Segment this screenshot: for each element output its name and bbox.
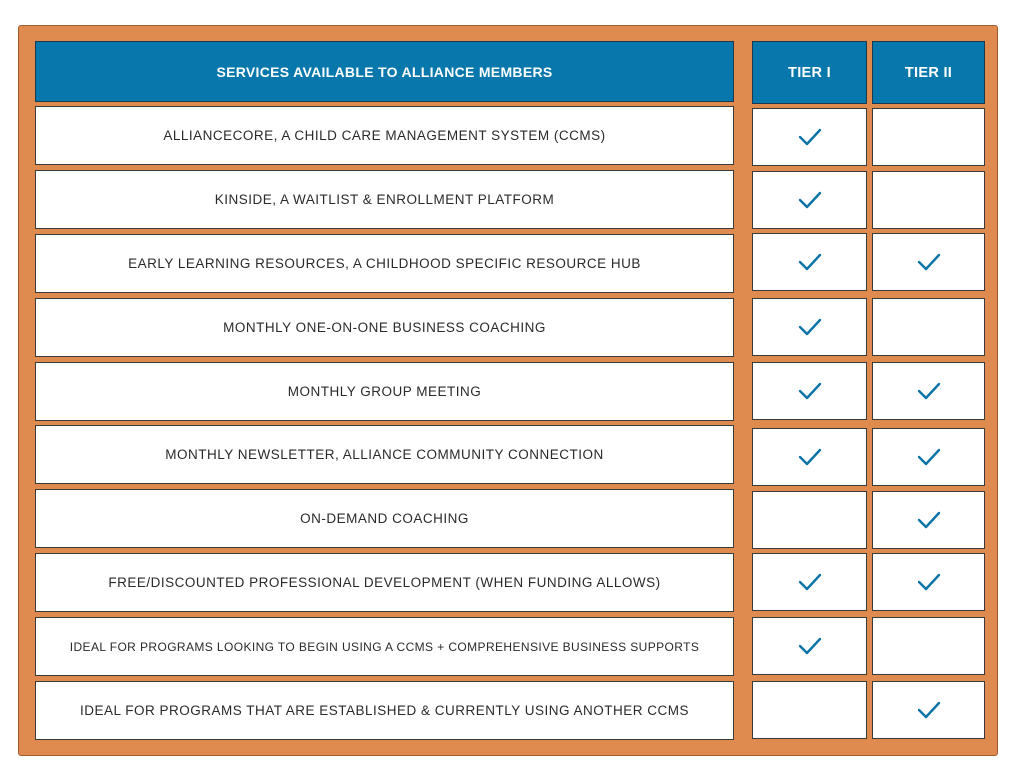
checkmark-icon	[798, 381, 822, 401]
service-cell: MONTHLY ONE-ON-ONE BUSINESS COACHING	[35, 298, 734, 357]
checkmark-icon	[798, 317, 822, 337]
service-cell: ALLIANCECORE, A CHILD CARE MANAGEMENT SYSTEM (CCMS)	[35, 106, 734, 165]
tier-1-cell	[752, 171, 867, 229]
tier-1-cell	[752, 362, 867, 420]
service-cell: FREE/DISCOUNTED PROFESSIONAL DEVELOPMENT (WHEN FUNDING ALLOWS)	[35, 553, 734, 612]
tier-1-cell	[752, 681, 867, 739]
checkmark-icon	[917, 700, 941, 720]
tier-2-cell	[872, 171, 985, 229]
checkmark-icon	[917, 381, 941, 401]
tier-2-cell	[872, 617, 985, 675]
tier-2-cell	[872, 108, 985, 166]
tier-1-cell	[752, 108, 867, 166]
tier-1-cell	[752, 298, 867, 356]
tier-2-cell	[872, 298, 985, 356]
tier-2-cell	[872, 233, 985, 291]
service-cell: EARLY LEARNING RESOURCES, A CHILDHOOD SPECIFIC RESOURCE HUB	[35, 234, 734, 293]
service-cell: KINSIDE, A WAITLIST & ENROLLMENT PLATFORM	[35, 170, 734, 229]
tier-2-cell	[872, 362, 985, 420]
checkmark-icon	[917, 510, 941, 530]
service-cell: IDEAL FOR PROGRAMS LOOKING TO BEGIN USING A CCMS + COMPREHENSIVE BUSINESS SUPPORTS	[35, 617, 734, 676]
tier-2-cell	[872, 428, 985, 486]
checkmark-icon	[798, 190, 822, 210]
checkmark-icon	[917, 252, 941, 272]
tier-1-cell	[752, 428, 867, 486]
service-cell: ON-DEMAND COACHING	[35, 489, 734, 548]
checkmark-icon	[798, 447, 822, 467]
tier-2-cell	[872, 553, 985, 611]
header-tier-2: TIER II	[872, 41, 985, 104]
header-tier-1: TIER I	[752, 41, 867, 104]
checkmark-icon	[798, 127, 822, 147]
checkmark-icon	[798, 636, 822, 656]
checkmark-icon	[917, 572, 941, 592]
tier-1-cell	[752, 553, 867, 611]
header-services: SERVICES AVAILABLE TO ALLIANCE MEMBERS	[35, 41, 734, 102]
checkmark-icon	[798, 572, 822, 592]
checkmark-icon	[917, 447, 941, 467]
tier-1-cell	[752, 233, 867, 291]
service-cell: MONTHLY NEWSLETTER, ALLIANCE COMMUNITY CONNECTION	[35, 425, 734, 484]
tier-1-cell	[752, 491, 867, 549]
tier-2-cell	[872, 681, 985, 739]
service-cell: IDEAL FOR PROGRAMS THAT ARE ESTABLISHED & CURRENTLY USING ANOTHER CCMS	[35, 681, 734, 740]
tier-1-cell	[752, 617, 867, 675]
checkmark-icon	[798, 252, 822, 272]
service-cell: MONTHLY GROUP MEETING	[35, 362, 734, 421]
tier-2-cell	[872, 491, 985, 549]
